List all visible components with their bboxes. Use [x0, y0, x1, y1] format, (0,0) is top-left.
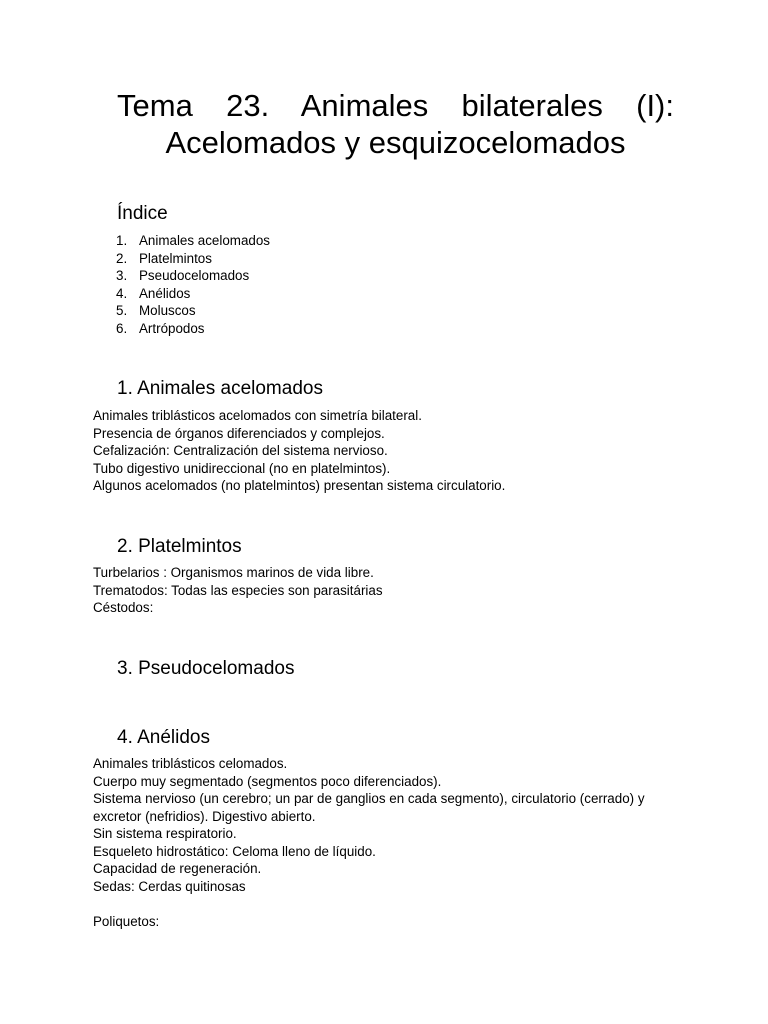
document-title: [117, 87, 674, 161]
index-item-number: 1.: [116, 233, 128, 248]
paragraph-line: Turbelarios : Organismos marinos de vida libre.: [93, 565, 374, 580]
section-body-platelmintos: [93, 564, 693, 617]
section-heading-anelidos: 4. Anélidos: [117, 727, 210, 748]
index-heading: Índice: [117, 203, 168, 224]
section-body-animales-acelomados: [93, 407, 693, 495]
index-item-label: Moluscos: [139, 303, 196, 318]
paragraph-line: Presencia de órganos diferenciados y complejos.: [93, 425, 385, 441]
index-item-label: Animales acelomados: [139, 233, 270, 248]
index-item-label: Pseudocelomados: [139, 268, 250, 283]
section-heading-pseudocelomados: 3. Pseudocelomados: [117, 658, 295, 679]
paragraph-line: Cuerpo muy segmentado (segmentos poco diferenciados).: [93, 773, 442, 789]
paragraph-line: Sin sistema respiratorio.: [93, 826, 237, 841]
paragraph-line: Animales triblásticos acelomados con simetría bilateral.: [93, 408, 422, 423]
paragraph-line: Animales triblásticos celomados.: [93, 756, 288, 771]
paragraph-line: Tubo digestivo unidireccional (no en platelmintos).: [93, 460, 391, 476]
index-item: [116, 250, 270, 268]
index-item: [116, 302, 270, 320]
paragraph-line: Sistema nervioso (un cerebro; un par de ganglios en cada segmento), circulatorio (cerrado) y excretor (nefridios). Digestivo abierto.: [93, 791, 645, 824]
index-item: [116, 320, 270, 338]
section-heading-animales-acelomados: 1. Animales acelomados: [117, 378, 323, 399]
index-item: [116, 267, 270, 285]
paragraph-line: Trematodos: Todas las especies son parasitárias: [93, 582, 383, 598]
section-body-anelidos: [93, 755, 693, 930]
index-item: [116, 285, 270, 303]
paragraph-line: Céstodos:: [93, 600, 154, 615]
paragraph-line: Capacidad de regeneración.: [93, 861, 262, 876]
paragraph-line: Sedas: Cerdas quitinosas: [93, 878, 246, 894]
title-line-1: Tema 23. Animales bilaterales (I):: [117, 88, 674, 123]
index-item-number: 3.: [116, 268, 128, 283]
title-line-2: Acelomados y esquizocelomados: [165, 125, 626, 160]
paragraph-line: Algunos acelomados (no platelmintos) presentan sistema circulatorio.: [93, 478, 506, 493]
index-item-label: Anélidos: [139, 285, 191, 301]
index-item-number: 4.: [116, 285, 128, 301]
paragraph-line: Esqueleto hidrostático: Celoma lleno de líquido.: [93, 843, 376, 859]
paragraph-line: Cefalización: Centralización del sistema nervioso.: [93, 443, 388, 458]
index-item-label: Artrópodos: [139, 320, 205, 336]
paragraph-line: Poliquetos:: [93, 913, 160, 929]
index-list: [116, 232, 270, 337]
index-item-number: 2.: [116, 250, 128, 266]
index-item-number: 6.: [116, 320, 128, 336]
index-item: [116, 232, 270, 250]
index-item-number: 5.: [116, 303, 128, 318]
index-item-label: Platelmintos: [139, 250, 212, 266]
section-heading-platelmintos: 2. Platelmintos: [117, 536, 242, 557]
blank-line: [93, 895, 693, 913]
